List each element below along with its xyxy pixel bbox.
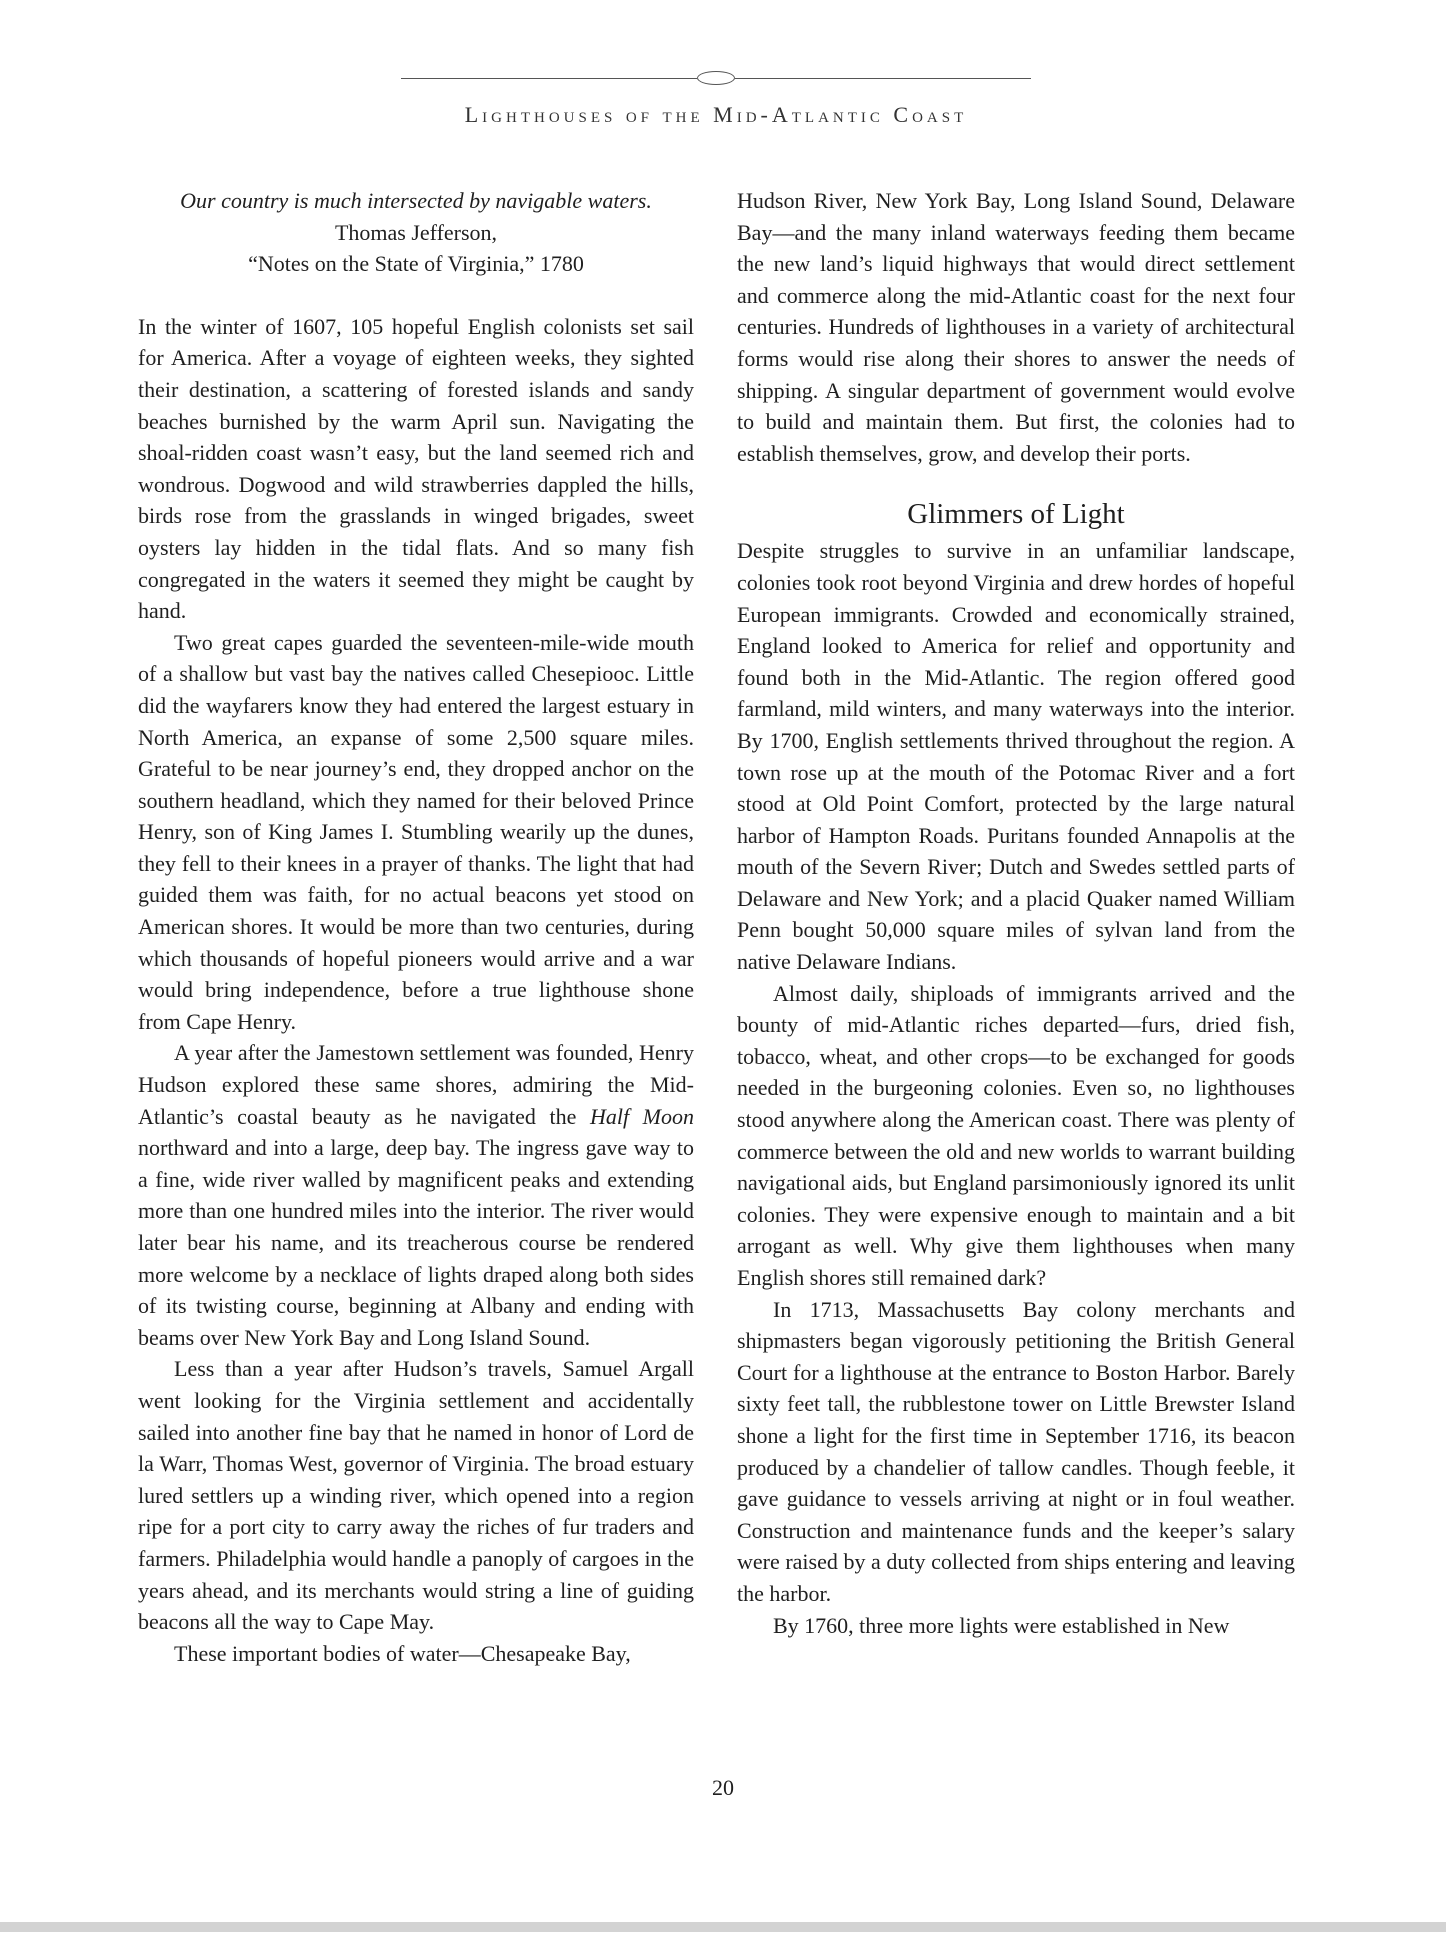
running-header-title: Lighthouses of the Mid-Atlantic Coast — [464, 102, 968, 127]
epigraph-source: “Notes on the State of Virginia,” 1780 — [248, 251, 584, 277]
paragraph: In the winter of 1607, 105 hopeful English colonists set sail for America. After a voyage of eighteen weeks, they sighted their destination, a scattering of forested islands and sandy beaches burnished by the warm April sun. Navigating the shoal-ridden coast wasn’t easy, but the land seemed rich and wondrous. Dogwood and wild strawberries dappled the hills, birds rose from the grasslands in winged brigades, sweet oysters lay hidden in the tidal flats. And so many fish congregated in the waters it seemed they might be caught by hand. — [138, 313, 694, 624]
paragraph — [138, 1037, 694, 1353]
epigraph-author: Thomas Jefferson, — [334, 219, 498, 245]
viewer-bottom-bar — [0, 1922, 1446, 1932]
header-oval-ornament — [697, 71, 735, 85]
header-ornament — [401, 68, 1031, 88]
paragraph: Two great capes guarded the seventeen-mile-wide mouth of a shallow but vast bay the natives called Chesepiooc. Little did the wayfarers know they had entered the largest estuary in North America, an expanse of some 2,500 square miles. Grateful to be near journey’s end, they dropped anchor on the southern headland, which they named for their beloved Prince Henry, son of King James I. Stumbling wearily up the dunes, they fell to their knees in a prayer of thanks. The light that had guided them was faith, for no actual beacons yet stood on American shores. It would be more than two centuries, during which thousands of hopeful pioneers would arrive and a war would bring independence, before a true lighthouse shone from Cape Henry. — [138, 629, 694, 1034]
paragraph: By 1760, three more lights were established in New — [773, 1612, 1230, 1638]
paragraph: In 1713, Massachusetts Bay colony merchants and shipmasters began vigorously petitioning the British General Court for a lighthouse at the entrance to Boston Harbor. Barely sixty feet tall, the rubblestone tower on Little Brewster Island shone a light for the first time in September 1716, its beacon produced by a chandelier of tallow candles. Though feeble, it gave guidance to vessels arriving at night or in foul weather. Construction and maintenance funds and the keeper’s salary were raised by a duty collected from ships entering and leaving the harbor. — [737, 1296, 1295, 1606]
section-heading: Glimmers of Light — [907, 498, 1125, 531]
paragraph: Despite struggles to survive in an unfamiliar landscape, colonies took root beyond Virginia and drew hordes of hopeful European immigrants. Crowded and economically strained, England looked to America for relief and opportunity and found both in the Mid-Atlantic. The region offered good farmland, mild winters, and many waterways into the interior. By 1700, English settlements thrived throughout the region. A town rose up at the mouth of the Potomac River and a fort stood at Old Point Comfort, protected by the large natural harbor of Hampton Roads. Puritans founded Annapolis at the mouth of the Severn River; Dutch and Swedes settled parts of Delaware and New York; and a placid Quaker named William Penn bought 50,000 square miles of sylvan land from the native Delaware Indians. — [737, 538, 1295, 975]
ship-name: Half Moon — [589, 1103, 694, 1129]
paragraph: Hudson River, New York Bay, Long Island Sound, Delaware Bay—and the many inland waterways feeding them became the new land’s liquid highways that would direct settlement and commerce along the mid-Atlantic coast for the next four centuries. Hundreds of lighthouses in a variety of architectural forms would rise along their shores to answer the needs of shipping. A singular department of government would evolve to build and maintain them. But first, the colonies had to establish themselves, grow, and develop their ports. — [737, 188, 1295, 466]
paragraph: Less than a year after Hudson’s travels, Samuel Argall went looking for the Virginia settlement and accidentally sailed into another fine bay that he named in honor of Lord de la Warr, Thomas West, governor of Virginia. The broad estuary lured settlers up a winding river, which opened into a region ripe for a port city to carry away the riches of fur traders and farmers. Philadelphia would handle a panoply of cargoes in the years ahead, and its merchants would string a line of guiding beacons all the way to Cape May. — [138, 1356, 694, 1635]
paragraph: Almost daily, shiploads of immigrants arrived and the bounty of mid-Atlantic riches departed—furs, dried fish, tobacco, wheat, and other crops—to be exchanged for goods needed in the burgeoning colonies. Even so, no lighthouses stood anywhere along the American coast. There was plenty of commerce between the old and new worlds to warrant building navigational aids, but England parsimoniously ignored its unlit colonies. They were expensive enough to maintain and a bit arrogant as well. Why give them lighthouses when many English shores still remained dark? — [737, 980, 1295, 1290]
right-column — [737, 185, 1295, 1641]
header-rule-right — [735, 78, 1031, 79]
paragraph: These important bodies of water—Chesapeake Bay, — [174, 1640, 631, 1666]
paragraph-text: northward and into a large, deep bay. The ingress gave way to a fine, wide river walled by magnificent peaks and extending more than one hundred miles into the interior. The river would later bear his name, and its treacherous course be rendered more welcome by a necklace of lights draped along both sides of its twisting course, beginning at Albany and ending with beams over New York Bay and Long Island Sound. — [138, 1135, 694, 1350]
page-number: 20 — [712, 1775, 734, 1800]
epigraph — [138, 185, 694, 280]
header-rule-left — [401, 78, 697, 79]
epigraph-quote: Our country is much intersected by navigable waters. — [180, 188, 652, 213]
paragraph-text: A year after the Jamestown settlement was founded, Henry Hudson explored these same shores, admiring the Mid-Atlantic’s coastal beauty as he navigated the — [138, 1040, 694, 1129]
left-column — [138, 185, 694, 1669]
